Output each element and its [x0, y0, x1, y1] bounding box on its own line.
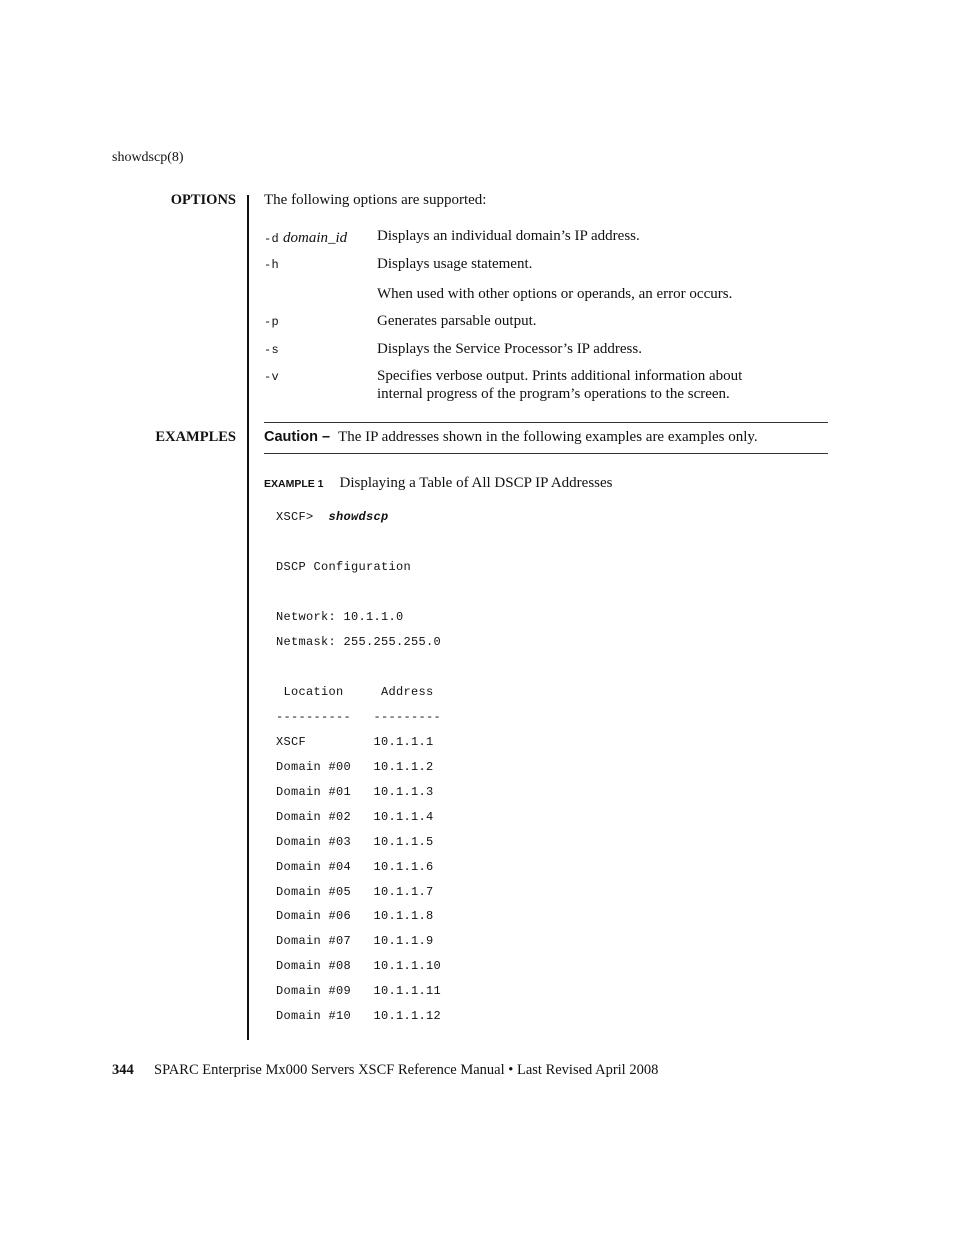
option-flag: -v	[264, 370, 280, 384]
code-table-row: XSCF 10.1.1.1	[276, 735, 434, 749]
caution-text: The IP addresses shown in the following examples are examples only.	[338, 429, 758, 445]
code-table-row: Domain #06 10.1.1.8	[276, 909, 434, 923]
code-line-network: Network: 10.1.1.0	[276, 610, 404, 624]
code-table-row: Domain #09 10.1.1.11	[276, 984, 442, 998]
option-desc: Displays usage statement.	[377, 256, 533, 272]
page-number: 344	[112, 1062, 134, 1078]
option-flag: -s	[264, 343, 280, 357]
running-head: showdscp(8)	[112, 150, 184, 165]
command: showdscp	[328, 510, 389, 524]
code-table-row: Domain #08 10.1.1.10	[276, 959, 442, 973]
example-tag: EXAMPLE 1	[264, 478, 324, 490]
option-desc: Specifies verbose output. Prints additional information about	[377, 368, 743, 384]
example-caption	[264, 474, 613, 492]
code-table-separator: ---------- ---------	[276, 710, 442, 724]
caution-label: Caution –	[264, 429, 331, 445]
footer-title: SPARC Enterprise Mx000 Servers XSCF Reference Manual • Last Revised April 2008	[154, 1062, 659, 1078]
code-table-row: Domain #02 10.1.1.4	[276, 810, 434, 824]
option-desc-note: When used with other options or operands, an error occurs.	[377, 286, 733, 302]
code-table-row: Domain #05 10.1.1.7	[276, 885, 434, 899]
option-desc-cont: internal progress of the program’s operations to the screen.	[377, 386, 730, 402]
option-flag: -d domain_id	[264, 230, 348, 246]
code-table-row: Domain #01 10.1.1.3	[276, 785, 434, 799]
code-line-netmask: Netmask: 255.255.255.0	[276, 635, 442, 649]
option-flag: -p	[264, 315, 280, 329]
options-intro: The following options are supported:	[264, 192, 487, 208]
prompt: XSCF>	[276, 510, 314, 524]
options-heading: OPTIONS	[170, 192, 236, 208]
section-rule	[247, 195, 249, 1040]
option-desc: Displays the Service Processor’s IP address.	[377, 341, 642, 357]
caution-rule-bottom	[264, 453, 828, 454]
code-table-row: Domain #04 10.1.1.6	[276, 860, 434, 874]
caution-note	[264, 428, 758, 446]
code-table-header: Location Address	[276, 685, 434, 699]
example-title: Displaying a Table of All DSCP IP Addresses	[339, 475, 613, 491]
code-table-row: Domain #03 10.1.1.5	[276, 835, 434, 849]
code-prompt-line	[276, 510, 389, 524]
option-desc: Displays an individual domain’s IP address.	[377, 228, 640, 244]
option-desc: Generates parsable output.	[377, 313, 537, 329]
code-line-config: DSCP Configuration	[276, 560, 412, 574]
caution-rule-top	[264, 422, 828, 423]
examples-heading: EXAMPLES	[155, 429, 236, 445]
code-table-row: Domain #07 10.1.1.9	[276, 934, 434, 948]
option-flag: -h	[264, 258, 280, 272]
code-table-row: Domain #10 10.1.1.12	[276, 1009, 442, 1023]
code-table-row: Domain #00 10.1.1.2	[276, 760, 434, 774]
